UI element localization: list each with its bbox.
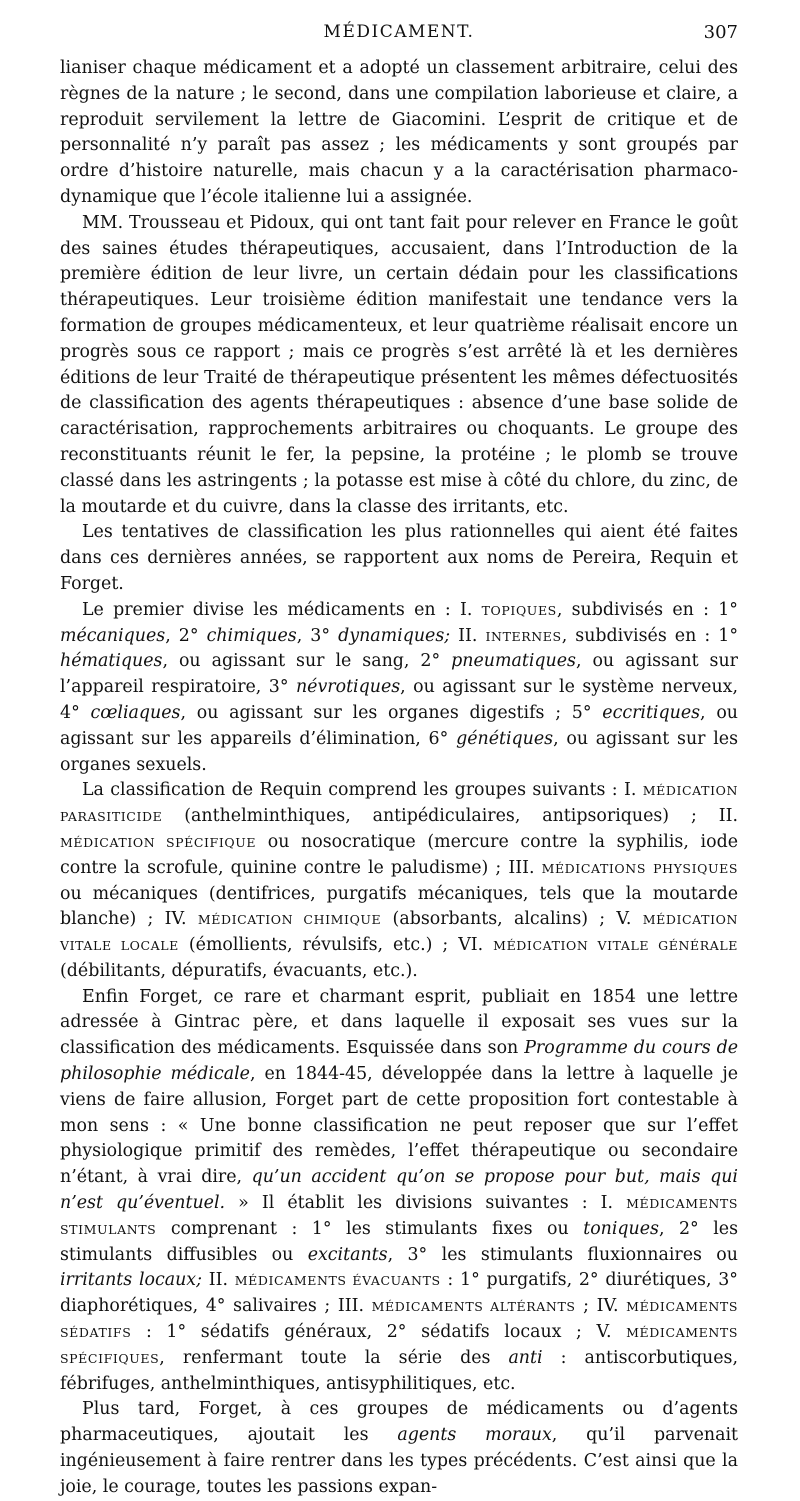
paragraph [60, 520, 738, 597]
text-run: La classification de Requin comprend les groupes suivants : I. [82, 780, 643, 801]
text-run: » Il établit les divisions suivantes : I. [225, 1193, 627, 1214]
text-run: : 1° purgatifs, 2° diurétiques, 3° diaphorétiques, 4° salivaires ; III. [60, 1270, 738, 1317]
text-run: ou mécaniques (dentifrices, purgatifs mécaniques, tels que la moutarde blanche) ; IV. [60, 883, 738, 930]
text-run: , renfermant toute la série des [159, 1347, 509, 1368]
small-caps-text: INTERNES [485, 628, 562, 644]
italic-text: irritants locaux; [60, 1270, 202, 1291]
page-header [60, 22, 738, 46]
text-run: lianiser chaque médicament et a adopté un classement arbitraire, celui des règnes de la nature ; le second, dans une compilation laborieuse et claire, a reproduit servilement la lettre de Giacomini. L’esprit de critique et de personnalité n’y paraît pas assez ; les médicaments y sont groupés par ordre d’histoire naturelle, mais chacun y a la caractérisation pharmaco-dynamique que l’école italienne lui a assignée. [60, 58, 738, 207]
text-run: , ou agissant sur le sang, 2° [162, 651, 452, 672]
text-run: : antiscorbutiques, fébrifuges, anthelminthiques, antisyphilitiques, etc. [60, 1347, 738, 1394]
small-caps-text: TOPIQUES [481, 602, 557, 618]
small-caps-text: MÉDICAMENTS SÉDATIFS [60, 1299, 739, 1341]
text-run: II. [201, 1270, 235, 1291]
text-run: , 3° [296, 625, 339, 646]
text-run: , ou agissant sur les organes digestifs ; 5° [180, 702, 603, 723]
text-run: Le premier divise les médicaments en : I. [82, 599, 482, 620]
italic-text: chimiques [206, 625, 297, 646]
italic-text: Programme du cours de philosophie médicale [60, 1038, 739, 1085]
page-number: 307 [703, 22, 738, 43]
text-run: comprenant : 1° les stimulants fixes ou [156, 1218, 584, 1239]
small-caps-text: MÉDICAMENTS SPÉCIFIQUES [60, 1325, 738, 1366]
italic-text: pneumatiques [451, 651, 576, 672]
running-head: MÉDICAMENT. [323, 22, 475, 42]
small-caps-text: MÉDICAMENTS ÉVACUANTS [234, 1273, 441, 1289]
text-run: , qu’il parvenait ingénieusement à faire rentrer dans les types précédents. C’est ainsi que la joie, le courage, toutes les passions expan- [60, 1425, 738, 1497]
text-run: , 3° les stimulants fluxionnaires ou [387, 1244, 738, 1265]
text-run: MM. Trousseau et Pidoux, qui ont tant fait pour relever en France le goût des saines études thérapeutiques, accusaient, dans l’Introduction de la première édition de leur livre, un certain dédain pour les classifications thérapeutiques. Leur troisième édition manifestait une tendance vers la formation de groupes médicamenteux, et leur quatrième réalisait encore un progrès sous ce rapport ; mais ce progrès s’est arrêté là et les dernières éditions de leur Traité de thérapeutique présentent les mêmes défectuosités de classification des agents thérapeutiques : absence d’une base solide de caractérisation, rapprochements arbitraires ou choquants. Le groupe des reconstituants réunit le fer, la pepsine, la protéine ; le plomb se trouve classé dans les astringents ; la potasse est mise à côté du chlore, du zinc, de la moutarde et du cuivre, dans la classe des irritants, etc. [60, 212, 738, 517]
italic-text: hématiques [60, 651, 163, 672]
text-run: (émollients, révulsifs, etc.) ; VI. [178, 935, 494, 956]
text-run: , 2° [165, 625, 207, 646]
text-run: : 1° sédatifs généraux, 2° sédatifs locaux ; V. [131, 1322, 627, 1343]
italic-text: toniques [583, 1218, 659, 1239]
text-run: ou nosocratique (mercure contre la syphilis, iode contre la scrofule, quinine contre le paludisme) ; III. [60, 831, 738, 878]
paragraph [60, 56, 738, 211]
italic-text: cœliaques [90, 702, 181, 723]
paragraph [60, 985, 738, 1398]
italic-text: anti [508, 1347, 543, 1368]
italic-text: génétiques [456, 728, 554, 749]
italic-text: qu’un accident qu’on se propose pour but, mais qui n’est qu’éventuel. [60, 1167, 738, 1214]
small-caps-text: MÉDICAMENTS STIMULANTS [60, 1196, 738, 1237]
paragraph [60, 211, 738, 521]
text-run: , ou agissant sur les appareils d’élimination, 6° [60, 702, 738, 749]
text-run: II. [450, 625, 486, 646]
text-run: (débilitants, dépuratifs, évacuants, etc.). [60, 960, 418, 981]
small-caps-text: MÉDICATIONS [541, 860, 646, 876]
text-run: , subdivisés en : 1° [561, 625, 739, 646]
text-run: , subdivisés en : 1° [556, 599, 739, 620]
small-caps-text: MÉDICATION SPÉCIFIQUE [60, 834, 257, 850]
paragraph [60, 778, 738, 984]
body-text [60, 56, 738, 1501]
paragraph [60, 1397, 738, 1500]
text-run: , ou agissant sur le système nerveux, 4° [60, 677, 738, 723]
text-run: Enfin Forget, ce rare et charmant esprit, publiait en 1854 une lettre adressée à Gintrac père, et dans laquelle il exposait ses vues sur la classification des médicaments. Esquissée dans son [60, 986, 738, 1059]
small-caps-text: MÉDICATION VITALE GÉNÉRALE [493, 938, 738, 954]
text-run: Les tentatives de classification les plus rationnelles qui aient été faites dans ces dernières années, se rapportent aux noms de Pereira, Requin et Forget. [60, 522, 738, 594]
italic-text: névrotiques [295, 677, 401, 698]
small-caps-text: MÉDICAMENTS ALTÉRANTS [371, 1299, 576, 1315]
paragraph [60, 598, 738, 779]
text-run: ; IV. [575, 1296, 627, 1317]
text-run: , 2° les stimulants diffusibles ou [60, 1218, 738, 1265]
italic-text: eccritiques [602, 702, 701, 723]
small-caps-text: MÉDICATION VITALE LOCALE [60, 912, 738, 954]
italic-text: mécaniques [60, 625, 166, 646]
italic-text: dynamiques; [338, 625, 451, 646]
italic-text: agents moraux [397, 1425, 552, 1446]
italic-text: excitants [307, 1244, 388, 1265]
text-run [646, 858, 653, 878]
text-run: , en 1844-45, développée dans la lettre à laquelle je viens de faire allusion, Forget part de cette proposition fort contestable à mon sens : « Une bonne classification ne peut reposer que sur l’effet physiologique primitif des remèdes, l’effet thérapeutique ou secondaire n’étant, à vrai dire, [60, 1064, 738, 1188]
small-caps-text: PHYSIQUES [653, 860, 738, 876]
text-run: , ou agissant sur les organes sexuels. [60, 728, 738, 775]
small-caps-text: MÉDICATION CHIMIQUE [197, 912, 382, 928]
text-run: , ou agissant sur l’appareil respiratoire, 3° [60, 651, 738, 698]
text-run: (absorbants, alcalins) ; V. [381, 909, 643, 930]
text-run: Plus tard, Forget, à ces groupes de médicaments ou d’agents pharmaceutiques, ajoutait les [60, 1399, 738, 1446]
text-run: (anthelminthiques, antipédiculaires, antipsoriques) ; II. [162, 806, 738, 827]
small-caps-text: MÉDICATION PARASITICIDE [60, 783, 738, 825]
